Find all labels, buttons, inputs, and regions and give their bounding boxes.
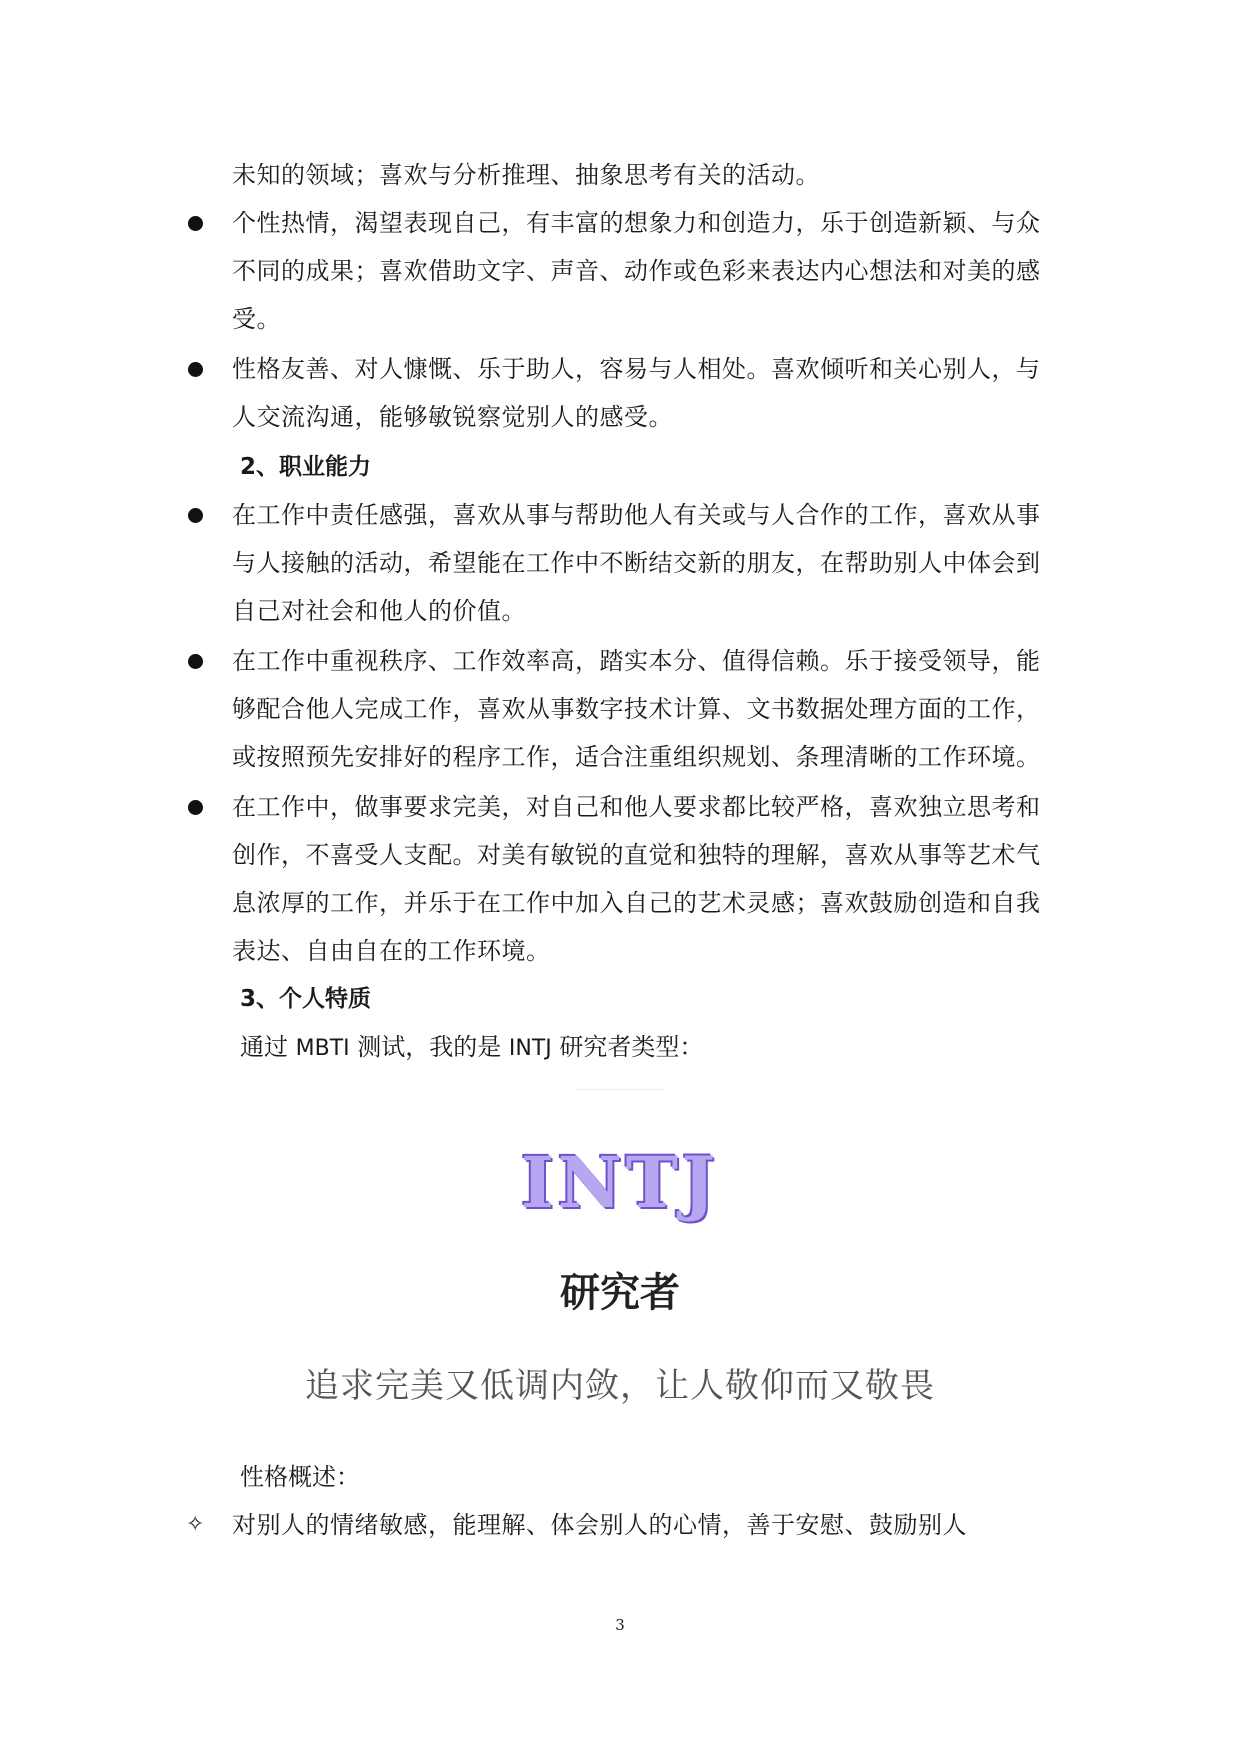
paragraph-line: 性格友善、对人慷慨、乐于助人，容易与人相处。喜欢倾听和关心别人，与 <box>232 355 1041 383</box>
paragraph-line: 自己对社会和他人的价值。 <box>232 597 526 625</box>
mbti-type-name: 研究者 <box>560 1270 680 1316</box>
divider <box>575 1089 665 1090</box>
bullet-dot-icon <box>188 508 203 523</box>
paragraph-line: 够配合他人完成工作，喜欢从事数字技术计算、文书数据处理方面的工作， <box>232 695 1041 723</box>
paragraph-line: 息浓厚的工作，并乐于在工作中加入自己的艺术灵感；喜欢鼓励创造和自我 <box>232 889 1041 917</box>
mbti-tagline: 追求完美又低调内敛，让人敬仰而又敬畏 <box>305 1366 935 1406</box>
paragraph-line: 对别人的情绪敏感，能理解、体会别人的心情，善于安慰、鼓励别人 <box>232 1511 967 1539</box>
paragraph-line: 个性热情，渴望表现自己，有丰富的想象力和创造力，乐于创造新颖、与众 <box>232 209 1041 237</box>
section-heading-personal-traits: 3、个人特质 <box>240 986 372 1012</box>
bullet-dot-icon <box>188 654 203 669</box>
section-heading-career-ability: 2、职业能力 <box>240 454 372 480</box>
paragraph-line: 表达、自由自在的工作环境。 <box>232 937 551 965</box>
intro-suffix: 研究者类型： <box>551 1033 704 1061</box>
paragraph-line: 与人接触的活动，希望能在工作中不断结交新的朋友，在帮助别人中体会到 <box>232 549 1041 577</box>
personality-label: 性格概述： <box>240 1463 360 1491</box>
paragraph-line: 不同的成果；喜欢借助文字、声音、动作或色彩来表达内心想法和对美的感 <box>232 257 1041 285</box>
paragraph-line: 在工作中重视秩序、工作效率高，踏实本分、值得信赖。乐于接受领导，能 <box>232 647 1041 675</box>
intro-intj: INTJ <box>508 1036 552 1061</box>
bullet-dot-icon <box>188 216 203 231</box>
paragraph-line: 在工作中责任感强，喜欢从事与帮助他人有关或与人合作的工作，喜欢从事 <box>232 501 1041 529</box>
paragraph-line: 未知的领域；喜欢与分析推理、抽象思考有关的活动。 <box>232 161 820 189</box>
paragraph-line: 创作，不喜受人支配。对美有敏锐的直觉和独特的理解，喜欢从事等艺术气 <box>232 841 1041 869</box>
bullet-dot-icon <box>188 362 203 377</box>
intro-middle: 测试，我的是 <box>349 1033 509 1061</box>
bullet-dot-icon <box>188 800 203 815</box>
mbti-code-badge: INTJ <box>521 1141 719 1224</box>
sparkle-bullet-icon: ✧ <box>186 1512 205 1537</box>
mbti-intro-line <box>240 1032 703 1064</box>
page-number: 3 <box>615 1616 625 1634</box>
paragraph-line: 在工作中，做事要求完美，对自己和他人要求都比较严格，喜欢独立思考和 <box>232 793 1041 821</box>
paragraph-line: 受。 <box>232 305 281 333</box>
intro-prefix: 通过 <box>240 1033 296 1061</box>
paragraph-line: 人交流沟通，能够敏锐察觉别人的感受。 <box>232 403 673 431</box>
paragraph-line: 或按照预先安排好的程序工作，适合注重组织规划、条理清晰的工作环境。 <box>232 743 1041 771</box>
intro-mbti: MBTI <box>295 1036 350 1061</box>
